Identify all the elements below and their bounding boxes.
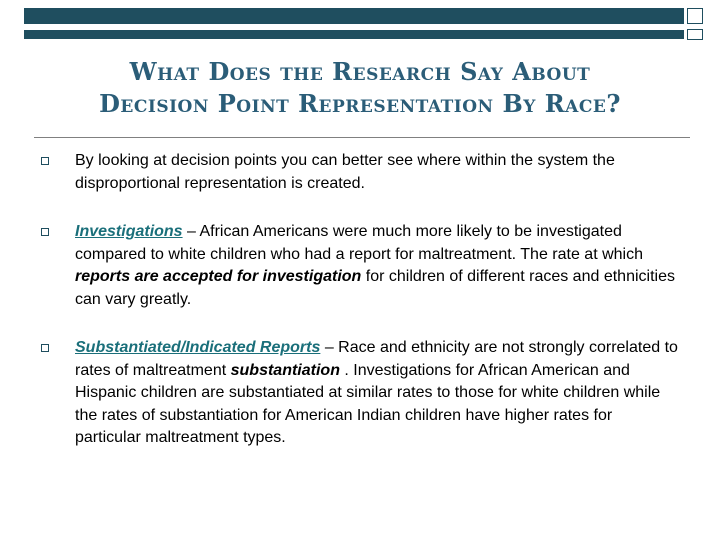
header-bar-top bbox=[24, 8, 684, 24]
bullet-item-investigations bbox=[38, 221, 678, 311]
bullet-item-decision-points bbox=[38, 150, 678, 195]
term-investigations: Investigations bbox=[75, 223, 183, 240]
slide-title-line-1: What Does the Research Say About bbox=[129, 57, 591, 86]
title-divider bbox=[34, 137, 690, 138]
header-bar-bottom bbox=[24, 30, 684, 39]
emphasis-reports-accepted: reports are accepted for investigation bbox=[75, 268, 362, 285]
slide-title bbox=[30, 56, 690, 120]
bullet-text: By looking at decision points you can better see where within the system the disproportional representation is created. bbox=[75, 152, 615, 192]
square-bullet-icon bbox=[41, 228, 49, 236]
header-band bbox=[0, 0, 720, 44]
header-square-bottom bbox=[687, 29, 703, 40]
slide-title-line-2: Decision Point Representation By Race? bbox=[99, 89, 621, 118]
square-bullet-icon bbox=[41, 157, 49, 165]
term-substantiated-reports: Substantiated/Indicated Reports bbox=[75, 339, 321, 356]
emphasis-substantiation: substantiation bbox=[230, 361, 340, 379]
bullet-text-part-1: – African Americans were much more likely to be investigated compared to white children who had a report for maltreatment. The rate at which bbox=[75, 223, 643, 263]
header-square-top bbox=[687, 8, 703, 24]
bullet-text-part-2: . Investigations for African American and Hispanic children are substantiated at similar rates to those for white children while the rates of substantiation for American Indian children have higher rates for particular maltreatment types. bbox=[75, 361, 661, 446]
bullet-text-part-1: – Race and ethnicity are not strongly correlated to rates of maltreatment bbox=[75, 339, 678, 379]
bullet-list bbox=[38, 150, 678, 476]
square-bullet-icon bbox=[41, 344, 49, 352]
bullet-item-substantiated bbox=[38, 337, 678, 450]
bullet-text-part-2: for children of different races and ethnicities can vary greatly. bbox=[75, 268, 675, 308]
